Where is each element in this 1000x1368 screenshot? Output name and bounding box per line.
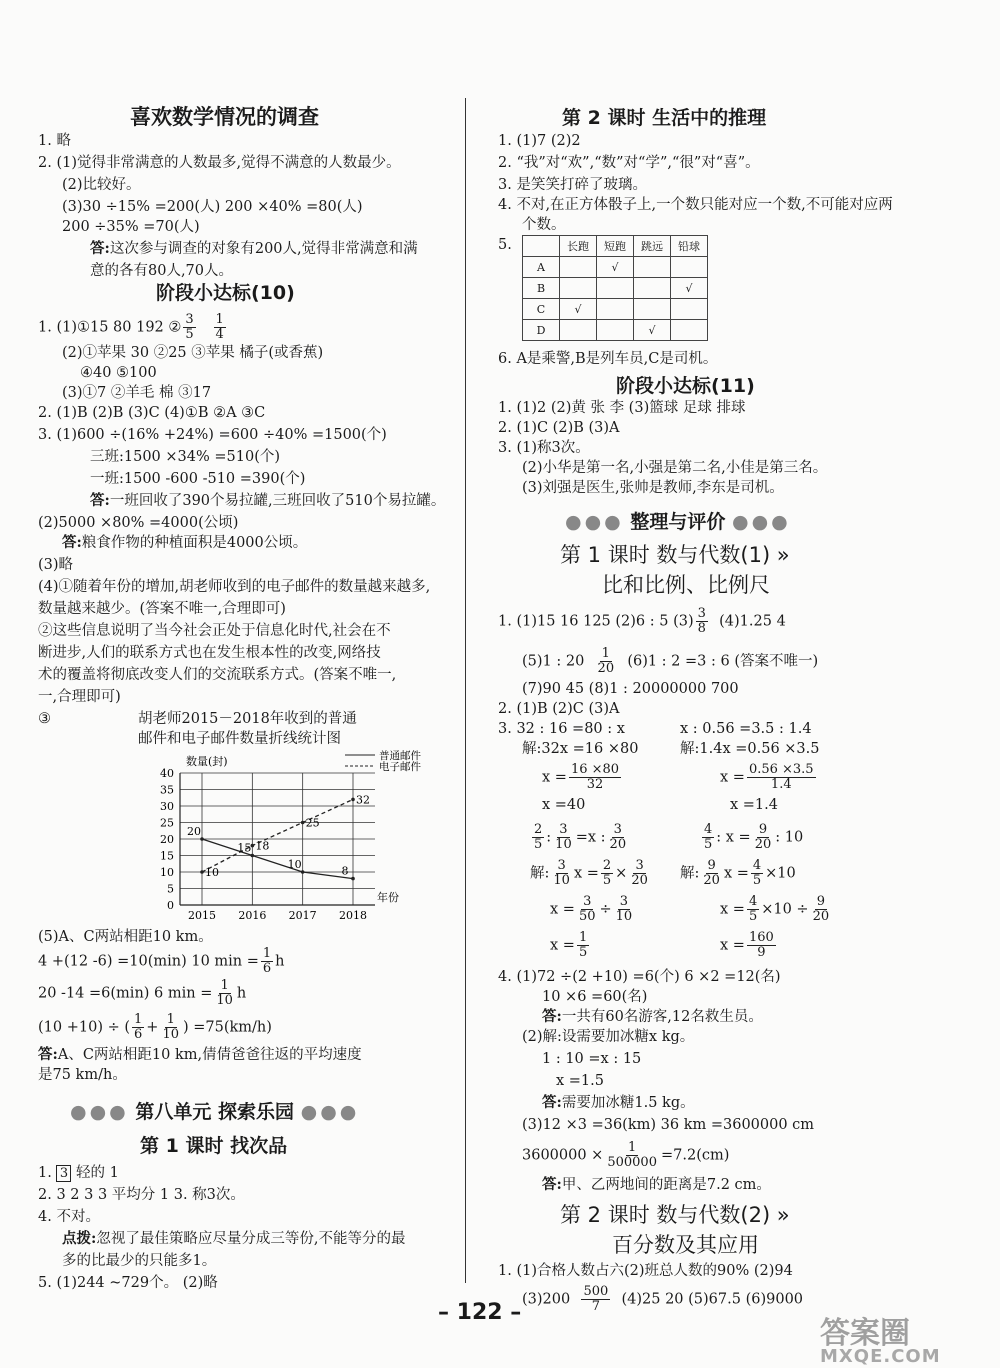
fraction: $\frac{3}{5}$	[185, 312, 194, 342]
table-cell: A	[523, 257, 560, 278]
table-cell: √	[597, 257, 634, 278]
r1-line-3: (7)90 45 (8)1 : 20000000 700	[522, 681, 739, 697]
y-tick-label: 15	[160, 849, 174, 863]
legend-label: 普通邮件	[379, 750, 421, 762]
s10-line: 2. (1)B (2)B (3)C (4)①B ②A ③C	[38, 405, 266, 421]
eq-a2: 解:32x =16 ×80	[522, 741, 639, 757]
table-cell: B	[523, 278, 560, 299]
table-cell: √	[634, 320, 671, 341]
eq-b3: x = $\frac{0.56 \times 3.5}{1.4}$	[720, 762, 814, 792]
survey-line: (3)30 ÷15% =200(人) 200 ×40% =80(人)	[62, 199, 363, 215]
r1-q4-line: x =1.5	[556, 1073, 604, 1089]
p5-line-2: 4 +(12 -6) =10(min) 10 min = $\frac{1}{6}$ h	[38, 946, 285, 976]
data-label: 10	[205, 866, 219, 879]
table-cell	[597, 278, 634, 299]
watermark-logo: 答案圈	[820, 1316, 910, 1351]
fraction: $\frac{1}{6}$	[134, 1012, 143, 1042]
fraction: $\frac{1}{500000}$	[607, 1140, 657, 1170]
r1-q4-answer: 答:一共有60名游客,12名救生员。	[542, 1008, 763, 1025]
table-cell	[671, 320, 708, 341]
data-point	[351, 877, 355, 881]
eq-c4: x = $\frac{1}{5}$	[550, 930, 588, 960]
s10-answer: 答:一班回收了390个易拉罐,三班回收了510个易拉罐。	[90, 492, 446, 509]
data-label: 8	[341, 864, 349, 878]
survey-line: 200 ÷35% =70(人)	[62, 219, 200, 235]
s10-line: 断进步,人们的联系方式也在发生根本性的改变,网络技	[38, 645, 381, 661]
table-cell: 长跑	[560, 236, 597, 257]
eq-c2: 解: $\frac{3}{10}$ x = $\frac{2}{5}$ × $\frac{3}{20}$	[530, 858, 648, 888]
data-point	[301, 821, 305, 825]
y-tick-label: 5	[167, 882, 174, 896]
s10-line: (3)①7 ②羊毛 棉 ③17	[62, 385, 212, 401]
table-cell	[634, 299, 671, 320]
l1-q5: 5. (1)244 ~729个。 (2)略	[38, 1275, 218, 1291]
survey-line: 2. (1)觉得非常满意的人数最多,觉得不满意的人数最少。	[38, 155, 401, 171]
survey-title: 喜欢数学情况的调查	[130, 105, 319, 129]
r1-q4-line: 1 : 10 =x : 15	[542, 1051, 642, 1067]
survey-line: (2)比较好。	[62, 177, 141, 193]
r2-line-1: 1. (1)合格人数占六(2)班总人数的90% (2)94	[498, 1263, 793, 1279]
table-cell	[634, 278, 671, 299]
logic-table	[522, 235, 708, 341]
eq-a1: 3. 32 : 16 =80 : x	[498, 721, 625, 737]
eq-d4: x = $\frac{160}{9}$	[720, 930, 774, 960]
unit8-title: ●●● 第八单元 探索乐园 ●●●	[70, 1101, 360, 1123]
data-label: 25	[305, 816, 320, 830]
l1-q2: 2. 3 2 3 3 平均分 1 3. 称3次。	[38, 1187, 245, 1203]
survey-line: 1. 略	[38, 133, 71, 149]
table-cell: √	[671, 278, 708, 299]
tip: 点拨:忽视了最佳策略应尽量分成三等份,不能等分的最	[62, 1230, 406, 1247]
lesson2-line: 2. “我”对“欢”,“数”对“学”,“很”对“喜”。	[498, 155, 760, 171]
p5-line-1: (5)A、C两站相距10 km。	[38, 929, 213, 945]
table-cell: 跳远	[634, 236, 671, 257]
chart-title-2: 邮件和电子邮件数量折线统计图	[138, 731, 341, 747]
x-tick-label: 2017	[288, 909, 317, 922]
table-cell	[671, 257, 708, 278]
table-cell: D	[523, 320, 560, 341]
p5-answer: 答:A、C两站相距10 km,倩倩爸爸往返的平均速度	[38, 1046, 362, 1063]
eq-c3: x = $\frac{3}{50}$ ÷ $\frac{3}{10}$	[550, 894, 633, 924]
r1-line-2: (5)1 : 20 $\frac{1}{20}$ (6)1 : 2 =3 : 6 (答案不唯一)	[522, 646, 819, 676]
fraction: $\frac{3}{8}$	[697, 606, 706, 636]
s10-line: (2)①苹果 30 ②25 ③苹果 橘子(或香蕉)	[62, 345, 324, 361]
table-cell	[560, 278, 597, 299]
data-point	[200, 870, 204, 874]
p5-line-3: 20 -14 =6(min) 6 min = $\frac{1}{10}$ h	[38, 978, 247, 1008]
table-cell	[597, 320, 634, 341]
r1-q4-answer: 答:需要加冰糖1.5 kg。	[542, 1094, 695, 1111]
x-tick-label: 2018	[339, 909, 367, 922]
table-cell: 铅球	[671, 236, 708, 257]
r1-q4-line: (3)12 ×3 =36(km) 36 km =3600000 cm	[522, 1117, 815, 1133]
lesson2-line: 个数。	[522, 217, 566, 233]
r1-last-answer: 答:甲、乙两地间的距离是7.2 cm。	[542, 1176, 771, 1193]
lesson2-line: 3. 是笑笑打碎了玻璃。	[498, 177, 647, 193]
s10-answer: 答:粮食作物的种植面积是4000公顷。	[62, 534, 308, 551]
data-point	[351, 798, 355, 802]
lesson2-line: 1. (1)7 (2)2	[498, 133, 581, 149]
eq-b1: x : 0.56 =3.5 : 1.4	[680, 721, 812, 737]
table-cell: C	[523, 299, 560, 320]
table-cell	[597, 299, 634, 320]
table-cell: 短跑	[597, 236, 634, 257]
review-l2-title: 第 2 课时 数与代数(2) »	[560, 1203, 790, 1227]
series-line	[202, 799, 353, 872]
y-tick-label: 20	[160, 833, 174, 846]
lesson2-line: 4. 不对,在正方体骰子上,一个数只能对应一个数,不可能对应两	[498, 197, 893, 213]
x-tick-label: 2015	[188, 909, 216, 922]
review-l2-subtitle: 百分数及其应用	[612, 1233, 759, 1257]
survey-line: 意的各有80人,70人。	[90, 263, 234, 279]
s10-line-1: 1. (1)①15 80 192 ② $\frac{3}{5}$ $\frac{1}{4}$	[38, 312, 224, 342]
r1-line-1: 1. (1)15 16 125 (2)6 : 5 (3) $\frac{3}{8}$ (4)1.25 4	[498, 606, 786, 636]
stage10-title: 阶段小达标(10)	[156, 282, 295, 304]
eq-c1: $\frac{2}{5}$ : $\frac{3}{10}$ =x : $\frac{3}{20}$	[534, 822, 627, 852]
y-tick-label: 35	[160, 783, 174, 797]
table-cell: √	[560, 299, 597, 320]
s10-line: 数量越来越少。(答案不唯一,合理即可)	[38, 601, 286, 617]
series-line	[202, 839, 353, 879]
lesson2-title: 第 2 课时 生活中的推理	[562, 107, 767, 129]
column-divider	[465, 98, 466, 1283]
table-cell	[523, 236, 560, 257]
eq-d2: 解: $\frac{9}{20}$ x = $\frac{4}{5}$ ×10	[680, 858, 796, 888]
s10-line: (3)略	[38, 557, 74, 573]
fraction: $\frac{1}{6}$	[262, 946, 272, 976]
table-cell	[671, 299, 708, 320]
r1-calc: 3600000 × $\frac{1}{500000}$ =7.2(cm)	[522, 1140, 730, 1170]
data-label: 15	[237, 841, 252, 855]
y-tick-label: 25	[160, 816, 174, 830]
l1-q4: 4. 不对。	[38, 1209, 100, 1225]
s11-line: (2)小华是第一名,小强是第二名,小佳是第三名。	[522, 460, 828, 476]
fraction: $\frac{500}{7}$	[583, 1284, 609, 1314]
chart-labels	[186, 749, 421, 904]
review-l1-title: 第 1 课时 数与代数(1) »	[560, 543, 790, 567]
chart-title-1: 胡老师2015－2018年收到的普通	[138, 711, 357, 727]
survey-answer: 答:这次参与调查的对象有200人,觉得非常满意和满	[90, 240, 418, 257]
table-cell	[634, 257, 671, 278]
l1-q1: 1. 3 轻的 1	[38, 1165, 119, 1181]
table-cell	[560, 320, 597, 341]
s11-line: 1. (1)2 (2)黄 张 李 (3)篮球 足球 排球	[498, 400, 746, 416]
stage11-title: 阶段小达标(11)	[616, 375, 755, 397]
s11-line: 3. (1)称3次。	[498, 440, 590, 456]
y-tick-label: 40	[160, 767, 174, 780]
q5-label: 5.	[498, 237, 512, 253]
eq-b4: x =1.4	[730, 797, 778, 813]
data-label: 20	[187, 825, 201, 838]
s10-line: ④40 ⑤100	[80, 365, 157, 381]
y-tick-label: 30	[160, 800, 174, 813]
r1-q4-line: 4. (1)72 ÷(2 +10) =6(个) 6 ×2 =12(名)	[498, 969, 781, 985]
fraction: $\frac{16 \times 80}{32}$	[570, 762, 620, 792]
s10-line: 术的覆盖将彻底改变人们的交流联系方式。(答案不唯一,	[38, 667, 397, 683]
tip-2: 多的比最少的只能多1。	[62, 1253, 217, 1269]
r1-line-4: 2. (1)B (2)C (3)A	[498, 701, 620, 717]
chart-number: ③	[38, 711, 51, 727]
fraction: $\frac{1}{20}$	[597, 646, 615, 676]
line-chart	[125, 747, 455, 927]
x-axis-label: 年份	[377, 891, 399, 904]
y-tick-label: 0	[167, 899, 174, 912]
s10-line: ②这些信息说明了当今社会正处于信息化时代,社会在不	[38, 623, 391, 639]
s10-line: (4)①随着年份的增加,胡老师收到的电子邮件的数量越来越多,	[38, 579, 431, 595]
watermark-url: MXQE.COM	[820, 1346, 941, 1367]
x-tick-label: 2016	[238, 909, 267, 922]
eq-a3: x = $\frac{16 \times 80}{32}$	[542, 762, 620, 792]
s11-line: (3)刘强是医生,张帅是教师,李东是司机。	[522, 480, 784, 496]
eq-d3: x = $\frac{4}{5}$ ×10 ÷ $\frac{9}{20}$	[720, 894, 830, 924]
p5-answer-2: 是75 km/h。	[38, 1067, 127, 1083]
y-tick-label: 10	[160, 866, 174, 879]
review-l1-subtitle: 比和比例、比例尺	[602, 573, 770, 597]
fraction: $\frac{1}{10}$	[162, 1012, 179, 1042]
s10-line: (2)5000 ×80% =4000(公顷)	[38, 515, 239, 531]
fraction: $\frac{0.56 \times 3.5}{1.4}$	[748, 762, 814, 792]
r1-q4-line: 10 ×6 =60(名)	[542, 989, 648, 1005]
fraction: $\frac{1}{10}$	[216, 978, 233, 1008]
r2-line-2: (3)200 $\frac{500}{7}$ (4)25 20 (5)67.5 (6)9000	[522, 1284, 804, 1314]
s10-line: 一,合理即可)	[38, 689, 121, 705]
s10-line: 三班:1500 ×34% =510(个)	[90, 449, 281, 465]
data-label: 18	[255, 839, 270, 853]
lesson1-title: 第 1 课时 找次品	[140, 1135, 288, 1157]
fraction: $\frac{1}{4}$	[215, 312, 224, 342]
eq-a4: x =40	[542, 797, 586, 813]
legend-label: 电子邮件	[379, 761, 421, 773]
s10-line: 3. (1)600 ÷(16% +24%) =600 ÷40% =1500(个)	[38, 427, 387, 443]
y-axis-label: 数量(封)	[186, 755, 228, 768]
q6: 6. A是乘警,B是列车员,C是司机。	[498, 351, 718, 367]
s11-line: 2. (1)C (2)B (3)A	[498, 420, 620, 436]
page-number: – 122 –	[438, 1300, 522, 1325]
s10-line: 一班:1500 -600 -510 =390(个)	[90, 471, 306, 487]
chart-grid	[180, 773, 375, 905]
watermark	[820, 1308, 941, 1367]
review-title: ●●● 整理与评价 ●●●	[565, 511, 791, 533]
eq-b2: 解:1.4x =0.56 ×3.5	[680, 741, 820, 757]
p5-line-4: (10 +10) ÷ ( $\frac{1}{6}$ + $\frac{1}{10}$ ) =75(km/h)	[38, 1012, 272, 1042]
r1-q4-line: (2)解:设需要加冰糖x kg。	[522, 1029, 695, 1045]
table-cell	[560, 257, 597, 278]
data-label: 10	[287, 858, 302, 871]
data-label: 32	[356, 793, 370, 807]
eq-d1: $\frac{4}{5}$ : x = $\frac{9}{20}$ : 10	[704, 822, 804, 852]
